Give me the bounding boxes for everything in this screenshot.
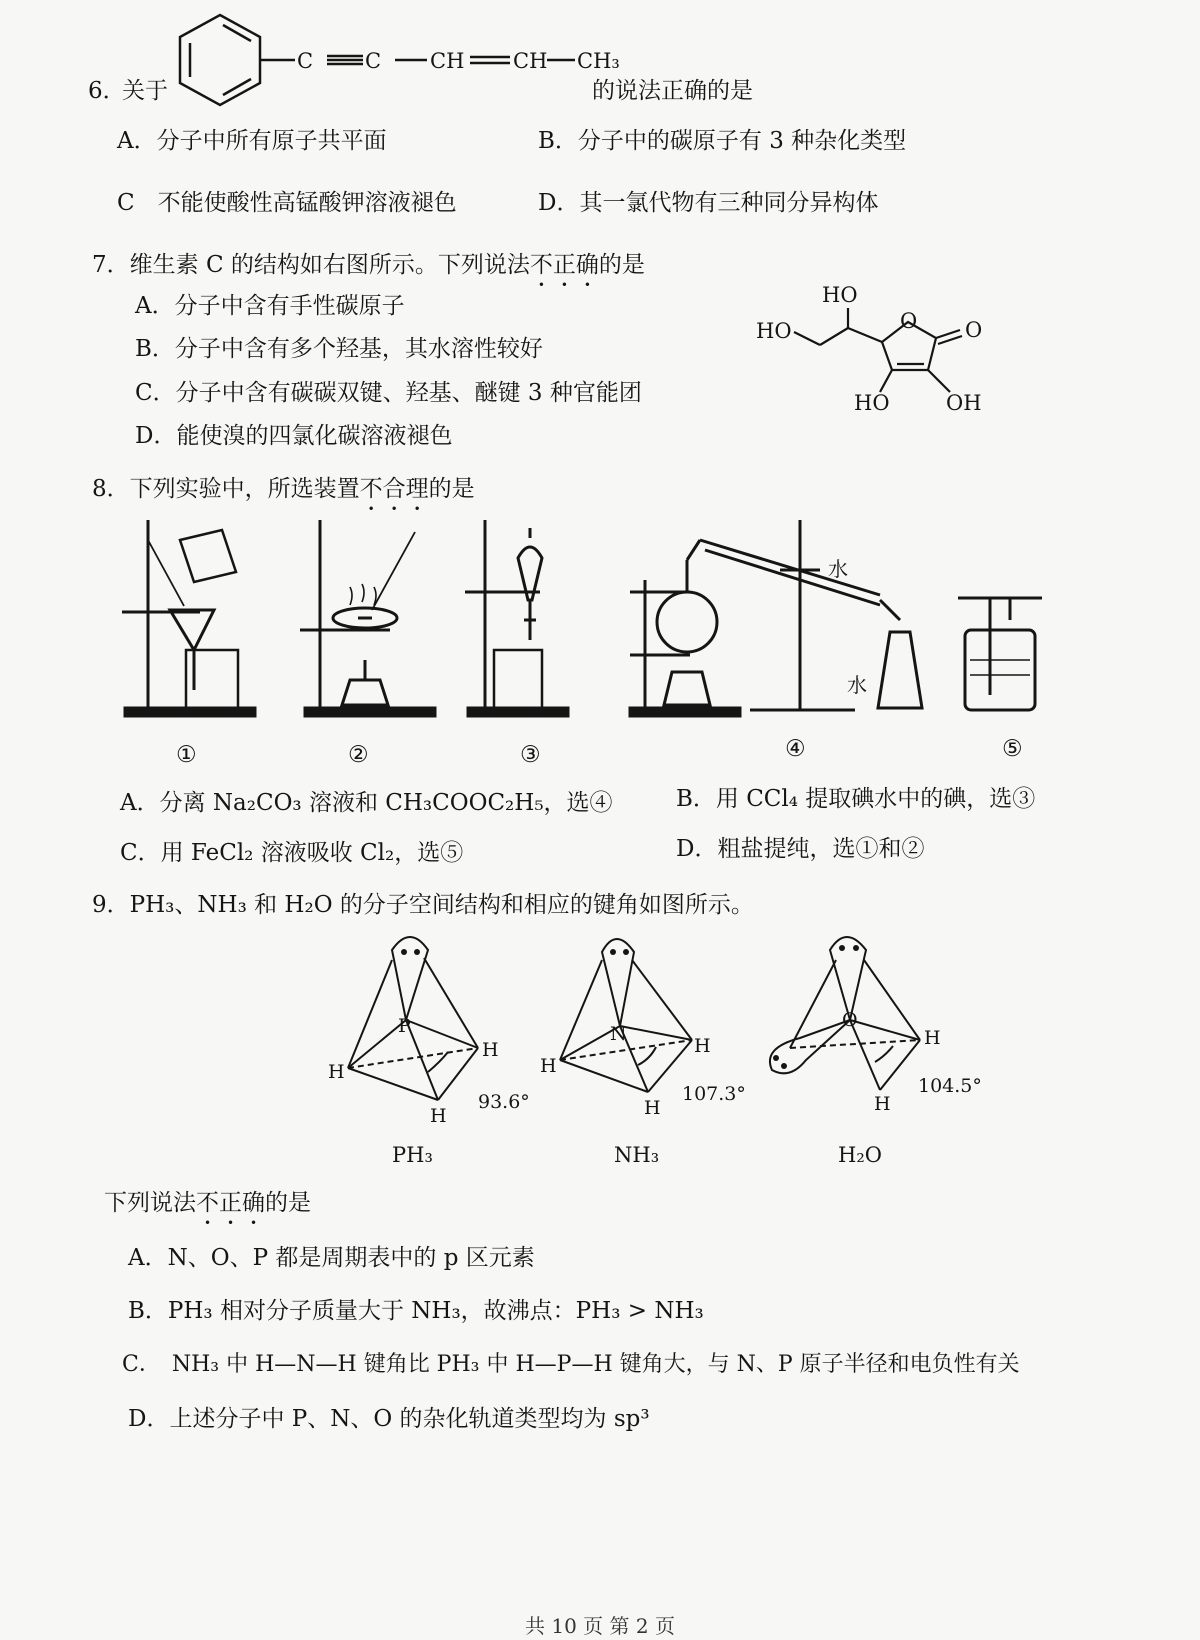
vc-oh-bottom: OH (946, 391, 982, 415)
ph3-center-atom: P (398, 1015, 411, 1037)
q6-c2: C (365, 49, 382, 73)
h2o-center-atom: O (842, 1009, 858, 1031)
q6-ch3: CH₃ (577, 49, 620, 73)
q7-stem: 7．维生素 C 的结构如右图所示。下列说法不正确的是 (92, 252, 645, 278)
apparatus-figure (110, 510, 1110, 770)
apparatus-3-separatory-funnel (465, 520, 568, 716)
q6-prefix: 关于 (122, 78, 168, 104)
apparatus-1-filtration (122, 520, 255, 716)
ph3-name: PH₃ (392, 1143, 433, 1167)
molecule-figure (320, 930, 1020, 1170)
apparatus-5-label: ⑤ (1002, 736, 1023, 762)
q7-option-c: C．分子中含有碳碳双键、羟基、醚键 3 种官能团 (135, 380, 642, 406)
benzene-ring (180, 15, 260, 105)
q9-stem: 9．PH₃、NH₃ 和 H₂O 的分子空间结构和相应的键角如图所示。 (92, 892, 754, 918)
nh3-h-left: H (540, 1055, 557, 1077)
apparatus-2-evaporation (300, 520, 435, 716)
ph3-h-left: H (328, 1061, 345, 1083)
q8-option-d: D．粗盐提纯，选①和② (676, 836, 925, 862)
apparatus-1-label: ① (176, 742, 197, 768)
q6-option-b: B．分子中的碳原子有 3 种杂化类型 (538, 128, 907, 154)
q8-option-a: A．分离 Na₂CO₃ 溶液和 CH₃COOC₂H₅，选④ (120, 790, 613, 816)
apparatus-3-label: ③ (520, 742, 541, 768)
q6-ch1: CH (430, 49, 465, 73)
ph3-h-bottom: H (430, 1105, 447, 1127)
q8-option-b: B．用 CCl₄ 提取碘水中的碘，选③ (676, 786, 1036, 812)
nh3-h-right: H (694, 1035, 711, 1057)
nh3-center-atom: N (610, 1023, 627, 1045)
h2o-h-right: H (924, 1027, 941, 1049)
vc-ho-top: HO (822, 283, 858, 307)
ph3-h-right: H (482, 1039, 499, 1061)
q6-number: 6． (88, 78, 126, 104)
vc-ho-left: HO (756, 319, 792, 343)
q9-option-c: C． NH₃ 中 H—N—H 键角比 PH₃ 中 H—P—H 键角大，与 N、P 原子半径和电负性有关 (122, 1352, 1020, 1377)
q9-option-d: D．上述分子中 P、N、O 的杂化轨道类型均为 sp³ (128, 1406, 650, 1432)
q7-option-a: A．分子中含有手性碳原子 (135, 293, 405, 319)
nh3-h-bottom: H (644, 1097, 661, 1119)
distill-water-in: 水 (828, 557, 848, 581)
q7-option-d: D．能使溴的四氯化碳溶液褪色 (135, 423, 453, 449)
q9-subquestion: 下列说法不正确的是 (104, 1190, 311, 1216)
q6-option-c: C 不能使酸性高锰酸钾溶液褪色 (117, 190, 457, 216)
nh3-name: NH₃ (614, 1143, 660, 1167)
apparatus-2-label: ② (348, 742, 369, 768)
q6-option-d: D．其一氯代物有三种同分异构体 (538, 190, 879, 216)
h2o-name: H₂O (838, 1143, 882, 1167)
h2o-h-bottom: H (874, 1093, 891, 1115)
ph3-angle: 93.6° (478, 1091, 530, 1113)
h2o-angle: 104.5° (918, 1075, 982, 1097)
q9-option-a: A．N、O、P 都是周期表中的 p 区元素 (128, 1245, 535, 1271)
q9-option-b: B．PH₃ 相对分子质量大于 NH₃，故沸点：PH₃ > NH₃ (128, 1298, 704, 1324)
q7-option-b: B．分子中含有多个羟基，其水溶性较好 (135, 336, 543, 362)
ph3-pyramid (348, 937, 478, 1100)
vc-o-carbonyl: O (965, 318, 983, 342)
page-footer: 共 10 页 第 2 页 (525, 1614, 675, 1638)
q8-option-c: C．用 FeCl₂ 溶液吸收 Cl₂，选⑤ (120, 840, 464, 866)
q8-stem: 8．下列实验中，所选装置不合理的是 (92, 476, 475, 502)
apparatus-4-label: ④ (785, 736, 806, 762)
distill-water-out: 水 (847, 673, 867, 697)
q6-c1: C (297, 49, 314, 73)
vc-o-ring: O (900, 309, 918, 333)
q6-ch2: CH (513, 49, 548, 73)
vc-ho-bottom: HO (854, 391, 890, 415)
q6-option-a: A．分子中所有原子共平面 (117, 128, 387, 154)
apparatus-5-gas-bottle (958, 598, 1042, 710)
q6-suffix: 的说法正确的是 (592, 78, 753, 104)
nh3-pyramid (560, 939, 692, 1092)
vitamin-c-structure (750, 280, 1010, 430)
apparatus-4-distillation (630, 520, 922, 716)
nh3-angle: 107.3° (682, 1083, 746, 1105)
